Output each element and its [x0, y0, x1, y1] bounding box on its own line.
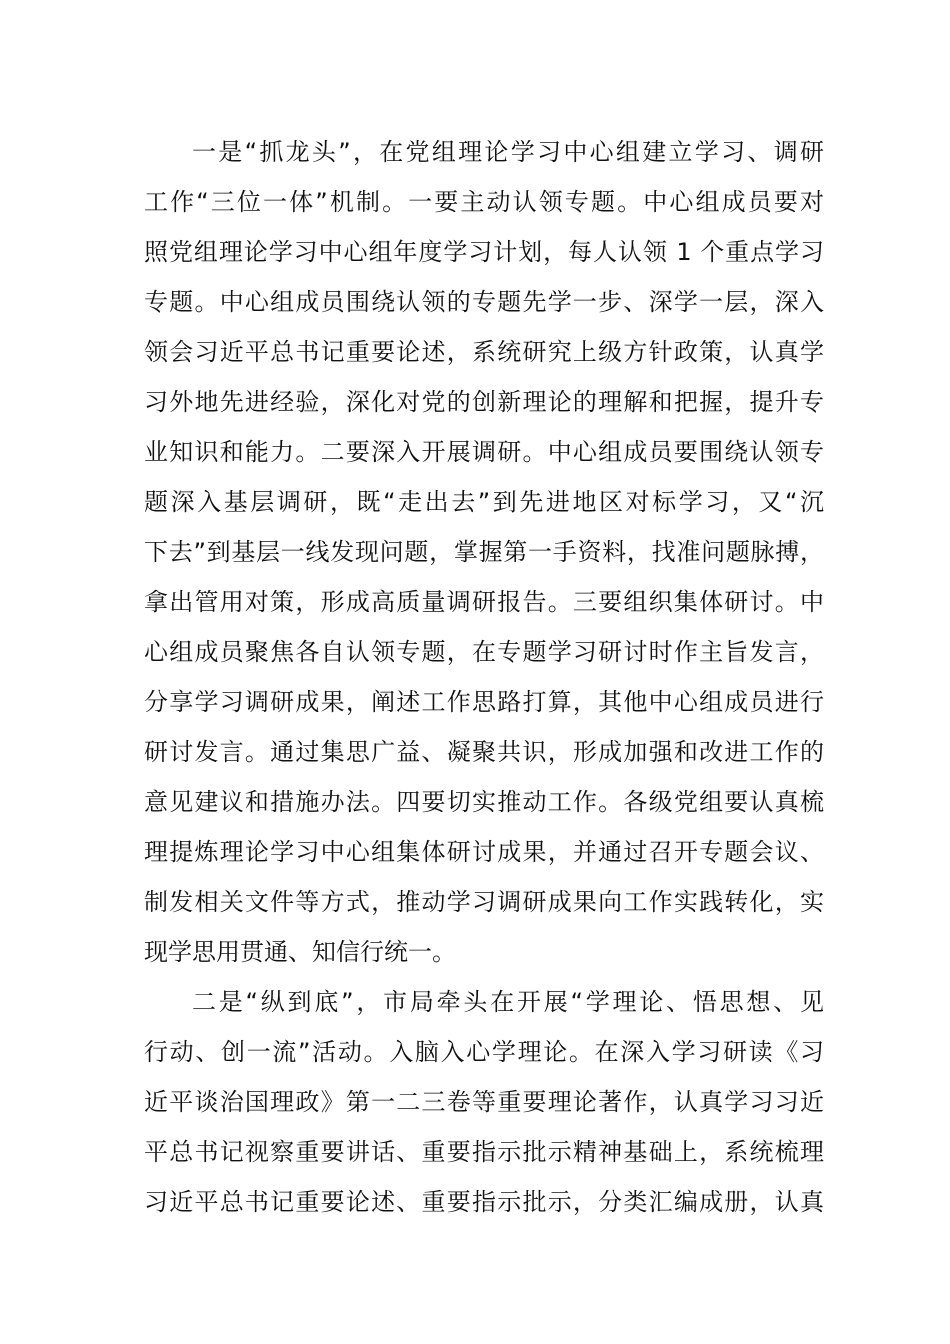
text-line: 习近平总书记重要论述、重要指示批示，分类汇编成册，认真: [144, 1188, 824, 1216]
text-line: 制发相关文件等方式，推动学习调研成果向工作实践转化，实: [144, 888, 824, 916]
body-text: [144, 127, 824, 1227]
text-line: 意见建议和措施办法。四要切实推动工作。各级党组要认真梳: [144, 788, 824, 816]
text-line: 照党组理论学习中心组年度学习计划，每人认领 1 个重点学习: [144, 238, 824, 266]
text-line: 领会习近平总书记重要论述，系统研究上级方针政策，认真学: [144, 338, 824, 366]
text-line: 现学思用贯通、知信行统一。: [144, 938, 456, 966]
text-line: 题深入基层调研，既“走出去”到先进地区对标学习，又“沉: [144, 488, 824, 516]
text-line: 专题。中心组成员围绕认领的专题先学一步、深学一层，深入: [144, 288, 824, 316]
text-line: 一是“抓龙头”，在党组理论学习中心组建立学习、调研: [192, 138, 824, 166]
text-line: 拿出管用对策，形成高质量调研报告。三要组织集体研讨。中: [144, 588, 824, 616]
text-line: 行动、创一流”活动。入脑入心学理论。在深入学习研读《习: [144, 1038, 824, 1066]
text-line: 平总书记视察重要讲话、重要指示批示精神基础上，系统梳理: [144, 1138, 824, 1166]
text-line: 分享学习调研成果，阐述工作思路打算，其他中心组成员进行: [144, 688, 824, 716]
text-line: 心组成员聚焦各自认领专题，在专题学习研讨时作主旨发言，: [144, 638, 824, 666]
text-line: 理提炼理论学习中心组集体研讨成果，并通过召开专题会议、: [144, 838, 824, 866]
text-line: 下去”到基层一线发现问题，掌握第一手资料，找准问题脉搏，: [144, 538, 824, 566]
paragraph-1: [144, 127, 824, 977]
paragraph-2: [144, 977, 824, 1227]
text-line: 研讨发言。通过集思广益、凝聚共识，形成加强和改进工作的: [144, 738, 824, 766]
text-line: 二是“纵到底”，市局牵头在开展“学理论、悟思想、见: [192, 988, 824, 1016]
text-line: 近平谈治国理政》第一二三卷等重要理论著作，认真学习习近: [144, 1088, 824, 1116]
text-line: 业知识和能力。二要深入开展调研。中心组成员要围绕认领专: [144, 438, 824, 466]
text-line: 习外地先进经验，深化对党的创新理论的理解和把握，提升专: [144, 388, 824, 416]
text-line: 工作“三位一体”机制。一要主动认领专题。中心组成员要对: [144, 188, 824, 216]
